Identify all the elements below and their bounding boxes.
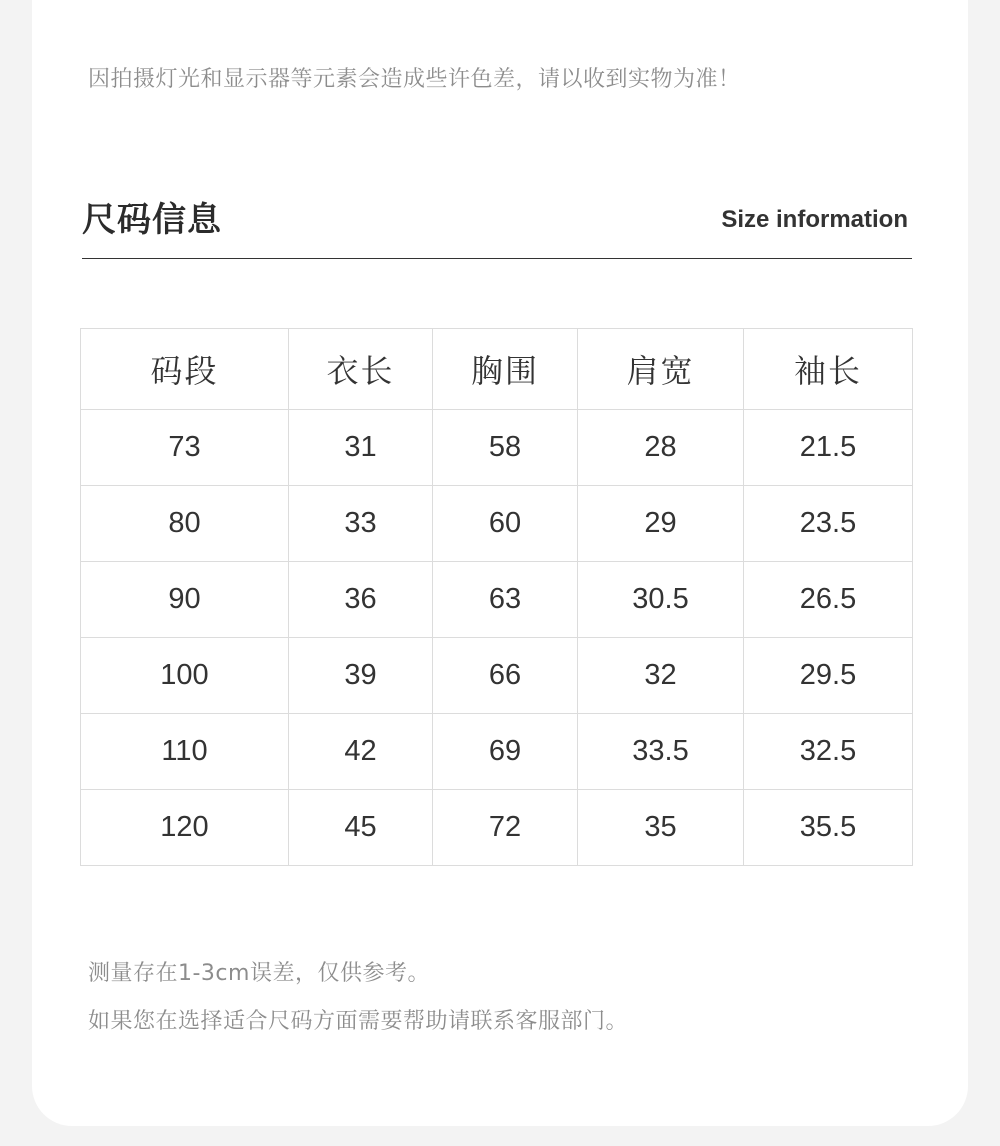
table-row	[81, 562, 913, 638]
header-length: 衣长	[289, 329, 433, 410]
table-cell: 32	[578, 638, 744, 714]
table-cell: 29	[578, 486, 744, 562]
table-row	[81, 410, 913, 486]
section-title-chinese: 尺码信息	[82, 200, 222, 240]
table-cell: 90	[81, 562, 289, 638]
table-cell: 35	[578, 790, 744, 866]
title-divider	[82, 258, 912, 259]
size-table	[80, 328, 913, 866]
table-cell: 100	[81, 638, 289, 714]
table-cell: 45	[289, 790, 433, 866]
measurement-error-note: 测量存在1-3cm误差，仅供参考。	[88, 961, 430, 986]
table-cell: 33	[289, 486, 433, 562]
table-cell: 33.5	[578, 714, 744, 790]
table-header-row	[81, 329, 913, 410]
table-cell: 21.5	[744, 410, 913, 486]
table-cell: 42	[289, 714, 433, 790]
header-sleeve: 袖长	[744, 329, 913, 410]
table-row	[81, 486, 913, 562]
table-cell: 31	[289, 410, 433, 486]
table-cell: 72	[433, 790, 578, 866]
table-row	[81, 638, 913, 714]
table-cell: 69	[433, 714, 578, 790]
color-difference-note: 因拍摄灯光和显示器等元素会造成些许色差，请以收到实物为准！	[88, 67, 741, 92]
table-cell: 73	[81, 410, 289, 486]
table-cell: 26.5	[744, 562, 913, 638]
customer-service-note: 如果您在选择适合尺码方面需要帮助请联系客服部门。	[88, 1009, 629, 1034]
table-cell: 32.5	[744, 714, 913, 790]
header-size-range: 码段	[81, 329, 289, 410]
table-cell: 110	[81, 714, 289, 790]
table-cell: 80	[81, 486, 289, 562]
table-cell: 36	[289, 562, 433, 638]
table-cell: 58	[433, 410, 578, 486]
table-cell: 120	[81, 790, 289, 866]
table-cell: 39	[289, 638, 433, 714]
table-cell: 29.5	[744, 638, 913, 714]
table-cell: 23.5	[744, 486, 913, 562]
table-cell: 28	[578, 410, 744, 486]
table-row	[81, 790, 913, 866]
section-title-english: Size information	[721, 206, 908, 233]
table-row	[81, 714, 913, 790]
table-cell: 30.5	[578, 562, 744, 638]
table-cell: 60	[433, 486, 578, 562]
header-chest: 胸围	[433, 329, 578, 410]
table-cell: 63	[433, 562, 578, 638]
table-cell: 35.5	[744, 790, 913, 866]
table-cell: 66	[433, 638, 578, 714]
header-shoulder: 肩宽	[578, 329, 744, 410]
